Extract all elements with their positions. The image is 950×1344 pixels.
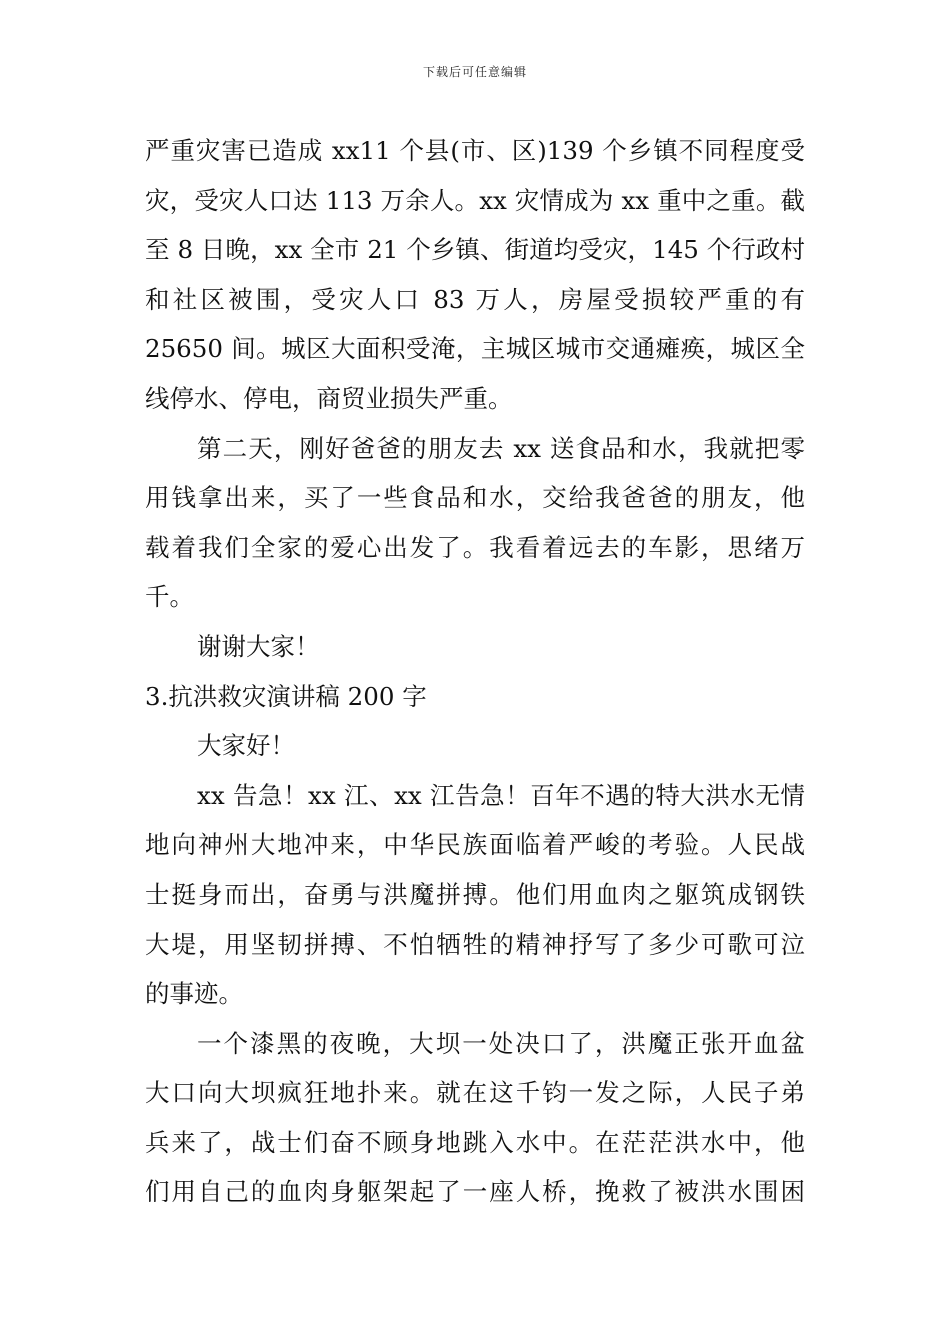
text-line: 至 8 日晚，xx 全市 21 个乡镇、街道均受灾，145 个行政村 xyxy=(145,235,805,265)
text-line: 线停水、停电，商贸业损失严重。 xyxy=(145,383,513,413)
text-line: 和社区被围，受灾人口 83 万人，房屋受损较严重的有 xyxy=(145,284,805,314)
text-line: 载着我们全家的爱心出发了。我看着远去的车影，思绪万 xyxy=(145,532,805,562)
text-line: 大堤，用坚韧拼搏、不怕牺牲的精神抒写了多少可歌可泣 xyxy=(145,929,805,959)
text-line: 大家好！ xyxy=(197,731,295,761)
text-line: 一个漆黑的夜晚，大坝一处决口了，洪魔正张开血盆 xyxy=(197,1028,805,1058)
text-line: 地向神州大地冲来，中华民族面临着严峻的考验。人民战 xyxy=(145,830,805,860)
text-line: 谢谢大家！ xyxy=(197,631,320,661)
text-line: 千。 xyxy=(145,582,194,612)
text-line: xx 告急！xx 江、xx 江告急！百年不遇的特大洪水无情 xyxy=(197,780,805,810)
text-line: 们用自己的血肉身躯架起了一座人桥，挽救了被洪水围困 xyxy=(145,1177,805,1207)
page-header: 下载后可任意编辑 xyxy=(422,65,527,79)
body-text xyxy=(145,126,805,1217)
text-line: 的事迹。 xyxy=(145,979,243,1009)
text-line: 灾，受灾人口达 113 万余人。xx 灾情成为 xx 重中之重。截 xyxy=(145,185,805,215)
text-line: 严重灾害已造成 xx11 个县(市、区)139 个乡镇不同程度受 xyxy=(145,136,805,165)
text-line: 第二天，刚好爸爸的朋友去 xx 送食品和水，我就把零 xyxy=(197,433,805,463)
text-line: 用钱拿出来，买了一些食品和水，交给我爸爸的朋友，他 xyxy=(145,483,805,513)
text-line: 兵来了，战士们奋不顾身地跳入水中。在茫茫洪水中，他 xyxy=(145,1127,805,1157)
text-line: 25650 间。城区大面积受淹，主城区城市交通瘫痪，城区全 xyxy=(145,334,805,364)
text-line: 大口向大坝疯狂地扑来。就在这千钧一发之际，人民子弟 xyxy=(145,1078,805,1108)
text-line: 3.抗洪救灾演讲稿 200 字 xyxy=(145,681,427,711)
text-line: 士挺身而出，奋勇与洪魔拼搏。他们用血肉之躯筑成钢铁 xyxy=(145,879,805,909)
